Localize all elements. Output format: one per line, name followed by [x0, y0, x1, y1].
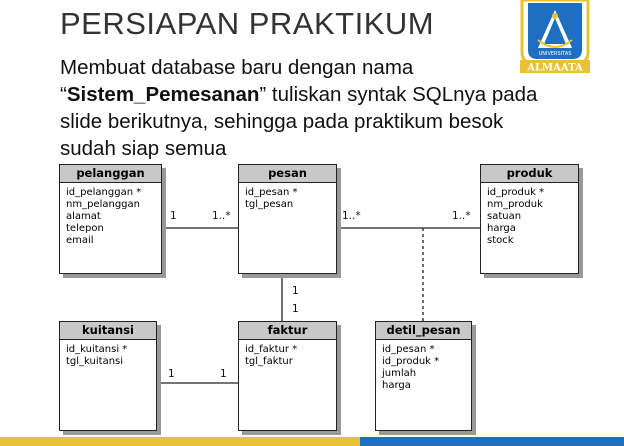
multiplicity-label: 1 [292, 303, 299, 315]
attribute: nm_produk [487, 199, 543, 210]
attribute: harga [382, 380, 411, 391]
multiplicity-label: 1 [220, 368, 227, 380]
attribute: telepon [66, 223, 104, 234]
entity-detil-pesan[interactable] [375, 321, 472, 431]
multiplicity-label: 1..* [212, 210, 231, 222]
slide-title: PERSIAPAN PRAKTIKUM [60, 6, 435, 41]
entity-name: faktur [239, 322, 336, 340]
multiplicity-label: 1 [168, 368, 175, 380]
logo-text: ALMAATA [527, 62, 583, 74]
body-text-after: ” tuliskan syntak SQLnya pada slide berikutnya, sehingga pada praktikum besok sudah siap semua [60, 83, 538, 160]
attribute: stock [487, 235, 514, 246]
entity-name: pelanggan [60, 165, 161, 183]
attribute: id_pesan * [382, 344, 435, 355]
footer-bar [0, 437, 624, 446]
multiplicity-label: 1 [170, 210, 177, 222]
footer-bar-blue [360, 437, 624, 446]
entity-name: produk [481, 165, 578, 183]
attribute: id_kuitansi * [66, 344, 128, 355]
database-name: Sistem_Pemesanan [66, 83, 260, 106]
attribute: id_produk * [487, 187, 545, 198]
entity-name: detil_pesan [376, 322, 471, 340]
attribute: satuan [487, 211, 522, 222]
entity-produk[interactable] [480, 164, 579, 274]
attribute: email [66, 235, 94, 246]
logo-sub-text: UNIVERSITAS [538, 51, 572, 57]
multiplicity-label: 1..* [452, 210, 471, 222]
multiplicity-label: 1..* [342, 210, 361, 222]
attribute: tgl_kuitansi [66, 356, 124, 367]
entity-pesan[interactable] [238, 164, 337, 274]
multiplicity-label: 1 [292, 285, 299, 297]
attribute: id_faktur * [245, 344, 298, 355]
attribute: nm_pelanggan [66, 199, 140, 210]
attribute: id_pesan * [245, 187, 298, 198]
attribute: alamat [66, 211, 101, 222]
entity-pelanggan[interactable] [59, 164, 162, 274]
attribute: jumlah [382, 368, 417, 379]
entity-kuitansi[interactable] [59, 321, 157, 431]
entity-name: pesan [239, 165, 336, 183]
entity-name: kuitansi [60, 322, 156, 340]
footer-bar-yellow [0, 437, 360, 446]
attribute: tgl_faktur [245, 356, 293, 367]
attribute: harga [487, 223, 516, 234]
attribute: id_produk * [382, 356, 440, 367]
body-text-before: Membuat database baru dengan nama “ [60, 56, 414, 106]
attribute: id_pelanggan * [66, 187, 142, 198]
entity-faktur[interactable] [238, 321, 337, 431]
attribute: tgl_pesan [245, 199, 294, 210]
